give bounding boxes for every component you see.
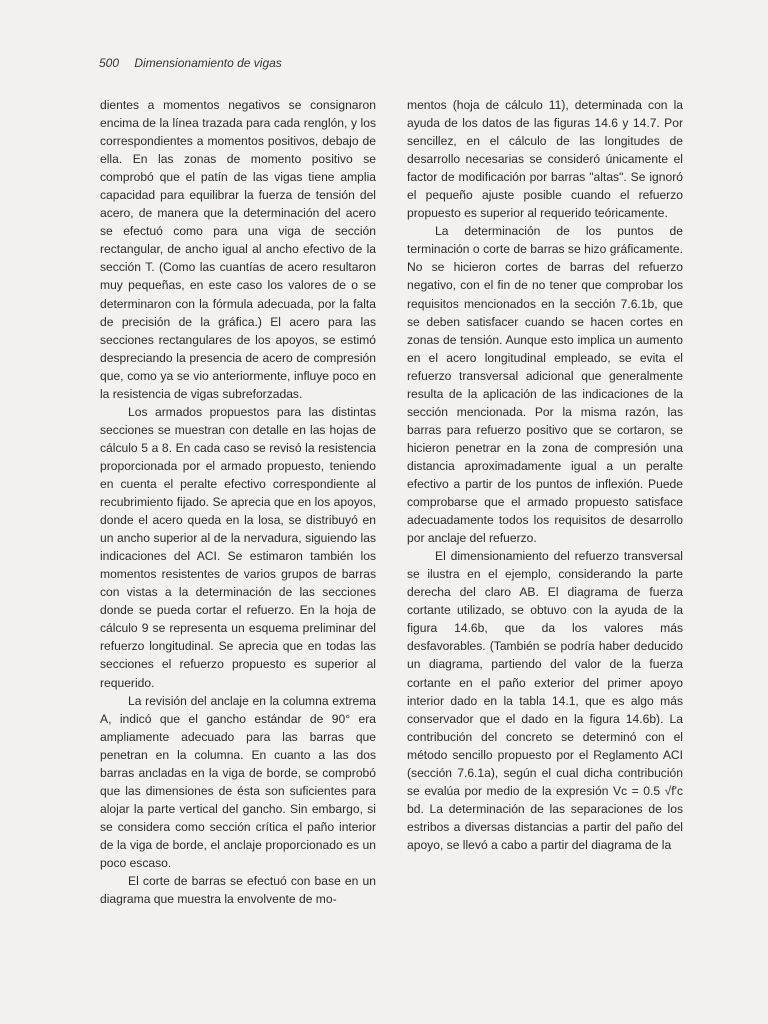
paragraph: dientes a momentos negativos se consignaron encima de la línea trazada para cada renglón, y los correspondientes a momentos positivos, debajo de ella. En las zonas de momento positivo se comprobó que el patín de las vigas tiene amplia capacidad para equilibrar la fuerza de tensión del acero, de manera que la determinación del acero se efectuó como para una viga de sección rectangular, de ancho igual al ancho efectivo de la sección T. (Como las cuantías de acero resultaron muy pequeñas, en este caso los valores de o se determinaron con la fórmula adecuada, por la falta de precisión de la gráfica.) El acero para las secciones rectangulares de los apoyos, se estimó despreciando la presencia de acero de compresión que, como ya se vio anteriormente, influye poco en la resistencia de vigas subreforzadas. — [100, 98, 376, 401]
paragraph: La determinación de los puntos de terminación o corte de barras se hizo gráficamente. No se hicieron cortes de barras del refuerzo negativo, con el fin de no tener que comprobar los requisitos mencionados en la sección 7.6.1b, que se deben satisfacer cuando se hacen cortes en zonas de tensión. Aunque esto implica un aumento en el acero longitudinal empleado, se evita el refuerzo transversal adicional que generalmente resulta de la aplicación de las indicaciones de la sección mencionada. Por la misma razón, las barras para refuerzo positivo que se cortaron, se hicieron penetrar en la zona de compresión una distancia aproximadamente igual a un peralte efectivo a partir de los puntos de inflexión. Puede comprobarse que el armado propuesto satisface adecuadamente todos los requisitos de desarrollo por anclaje del refuerzo. — [407, 224, 683, 546]
paragraph: El corte de barras se efectuó con base en un diagrama que muestra la envolvente de mo- — [100, 874, 376, 907]
paragraph: El dimensionamiento del refuerzo transversal se ilustra en el ejemplo, considerando la parte derecha del claro AB. El diagrama de fuerza cortante utilizado, se obtuvo con la ayuda de la figura 14.6b, que da los valores más desfavorables. (También se podría haber deducido un diagrama, partiendo del valor de la fuerza cortante en el paño exterior del primer apoyo interior dado en la tabla 14.1, que es algo más conservador que el dado en la figura 14.6b). La contribución del concreto se determinó con el método sencillo propuesto por el Reglamento ACI (sección 7.6.1a), según el cual dicha contribución se evalúa por medio de la expresión Vc = 0.5 √f'c bd. La determinación de las separaciones de los estribos a diversas distancias a partir del paño del apoyo, se llevó a cabo a partir del diagrama de la — [407, 549, 683, 852]
paragraph: mentos (hoja de cálculo 11), determinada con la ayuda de los datos de las figuras 14.6 y 14.7. Por sencillez, en el cálculo de las longitudes de desarrollo necesarias se consideró únicamente el factor de modificación por barras "altas". Se ignoró el pequeño ajuste posible cuando el refuerzo propuesto es superior al requerido teóricamente. — [407, 98, 683, 221]
paragraph: Los armados propuestos para las distintas secciones se muestran con detalle en las hojas de cálculo 5 a 8. En cada caso se revisó la resistencia proporcionada por el armado propuesto, teniendo en cuenta el peralte efectivo correspondiente al recubrimiento fijado. Se aprecia que en los apoyos, donde el acero queda en la losa, se distribuyó en un ancho superior al de la nervadura, siguiendo las indicaciones del ACI. Se estimaron también los momentos resistentes de varios grupos de barras con vistas a la determinación de las secciones donde se pueda cortar el refuerzo. En la hoja de cálculo 9 se representa un esquema preliminar del refuerzo longitudinal. Se aprecia que en todas las secciones el refuerzo propuesto es superior al requerido. — [100, 404, 376, 690]
running-title: Dimensionamiento de vigas — [134, 56, 282, 70]
left-column — [100, 96, 376, 908]
right-column — [407, 96, 683, 854]
paragraph: La revisión del anclaje en la columna extrema A, indicó que el gancho estándar de 90° era ampliamente adecuado para las barras que penetran en la columna. En cuanto a las dos barras ancladas en la viga de borde, se comprobó que las dimensiones de ésta son suficientes para alojar la parte vertical del gancho. Sin embargo, si se considera como sección crítica el paño interior de la viga de borde, el anclaje proporcionado es un poco escaso. — [100, 693, 376, 870]
page-number: 500 — [99, 56, 120, 70]
page-header — [99, 56, 282, 70]
